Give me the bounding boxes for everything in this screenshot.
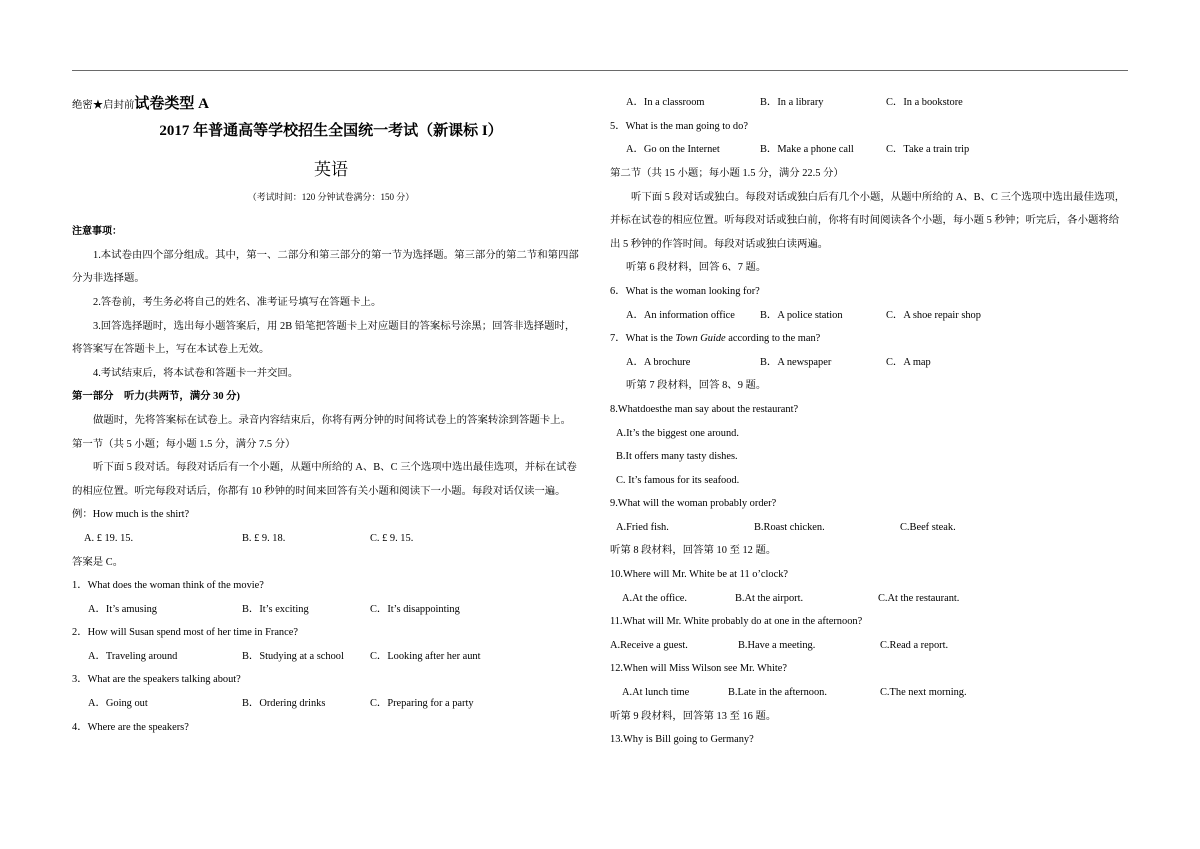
question-stem: 13.Why is Bill going to Germany? — [610, 734, 754, 746]
note-item: 1.本试卷由四个部分组成。其中，第一、二部分和第三部分的第一节为选择题。第三部分的第二节和第四部 — [93, 249, 579, 261]
group-intro: 听第 8 段材料，回答第 10 至 12 题。 — [610, 545, 777, 557]
subject-title: 英语 — [314, 160, 348, 179]
note-item-continued: 将答案写在答题卡上，写在本试卷上无效。 — [72, 344, 270, 356]
question-option: A．Go on the Internet — [626, 144, 720, 156]
section-directions-continued: 并标在试卷的相应位置。听每段对话或独白前，你将有时间阅读各个小题，每小题 5 秒钟；听完后，各小题将给 — [610, 215, 1120, 227]
town-guide-title: Town Guide — [675, 333, 726, 345]
question-stem-text: 7．What is the — [610, 333, 676, 345]
exam-title: 2017 年普通高等学校招生全国统一考试（新课标 I） — [159, 123, 503, 139]
question-option: C.At the restaurant. — [878, 592, 960, 604]
note-item: 3.回答选择题时，选出每小题答案后，用 2B 铅笔把答题卡上对应题目的答案标号涂黑；回答非选择题时， — [93, 320, 576, 332]
question-stem: 1．What does the woman think of the movie? — [72, 580, 264, 592]
question-option: C.Beef steak. — [900, 521, 956, 533]
question-options — [610, 351, 1128, 375]
question-option: B．Studying at a school — [242, 650, 344, 662]
question-options — [610, 587, 1128, 611]
example-option: C. £ 9. 15. — [370, 532, 414, 544]
question-stem: 11.What will Mr. White probably do at one in the afternoon? — [610, 616, 863, 628]
question-option: C．Take a train trip — [886, 144, 970, 156]
example-answer: 答案是 C。 — [72, 556, 124, 568]
question-option: A．It’s amusing — [88, 603, 157, 615]
group-intro: 听第 9 段材料，回答第 13 至 16 题。 — [610, 710, 777, 722]
question-option: A．An information office — [626, 309, 735, 321]
question-stem-text: according to the man? — [725, 333, 821, 345]
question-option: A．In a classroom — [626, 97, 705, 109]
question-option: A．Traveling around — [88, 650, 178, 662]
question-option: B．Ordering drinks — [242, 698, 326, 710]
part-heading: 第一部分 听力(共两节，满分 30 分) — [72, 391, 240, 403]
question-stem: 4．Where are the speakers? — [72, 721, 189, 733]
question-option: B.Have a meeting. — [738, 639, 816, 651]
section-directions-continued: 的相应位置。听完每段对话后，你都有 10 秒钟的时间来回答有关小题和阅读下一小题。每段对话仅读一遍。 — [72, 485, 566, 497]
question-stem — [610, 327, 1128, 351]
section-directions: 听下面 5 段对话。每段对话后有一个小题，从题中所给的 A、B、C 三个选项中选出最佳选项，并标在试卷 — [93, 462, 577, 474]
header-rule — [72, 70, 1128, 71]
question-stem: 9.What will the woman probably order? — [610, 498, 777, 510]
question-options — [72, 692, 590, 716]
question-options — [610, 516, 1128, 540]
question-option: B．It’s exciting — [242, 603, 309, 615]
question-stem: 3．What are the speakers talking about? — [72, 674, 241, 686]
question-option: B.Late in the afternoon. — [728, 687, 827, 699]
confidential-mark: 绝密★启封前 — [72, 100, 135, 111]
paper-header-line — [72, 90, 590, 117]
note-item-continued: 分为非选择题。 — [72, 273, 145, 285]
question-option: C．A shoe repair shop — [886, 309, 981, 321]
left-column — [72, 90, 590, 739]
question-option: C．A map — [886, 356, 931, 368]
question-option: A．A brochure — [626, 356, 691, 368]
right-column — [610, 91, 1128, 752]
group-intro: 听第 6 段材料，回答 6、7 题。 — [626, 262, 767, 274]
question-stem: 6．What is the woman looking for? — [610, 285, 760, 297]
exam-info: （考试时间：120 分钟试卷满分：150 分） — [247, 192, 415, 202]
question-options — [610, 304, 1128, 328]
question-options — [72, 598, 590, 622]
question-option: C.Read a report. — [880, 639, 949, 651]
paper-type: 试卷类型 A — [134, 96, 209, 112]
question-options — [72, 645, 590, 669]
question-option: A.At the office. — [622, 592, 688, 604]
question-option: C．In a bookstore — [886, 97, 963, 109]
question-option: A.Fried fish. — [616, 521, 669, 533]
example-question: 例：How much is the shirt? — [72, 509, 190, 521]
question-option: A.At lunch time — [622, 687, 690, 699]
section-heading: 第二节（共 15 小题；每小题 1.5 分，满分 22.5 分） — [610, 167, 844, 179]
question-option: C．Preparing for a party — [370, 698, 474, 710]
question-stem: 12.When will Miss Wilson see Mr. White? — [610, 663, 787, 675]
question-option: B．In a library — [760, 97, 824, 109]
question-option: A．Going out — [88, 698, 148, 710]
question-option: C. It’s famous for its seafood. — [616, 474, 740, 486]
question-option: B.It offers many tasty dishes. — [616, 451, 738, 463]
question-option: C．It’s disappointing — [370, 603, 460, 615]
section-directions: 听下面 5 段对话或独白。每段对话或独白后有几个小题，从题中所给的 A、B、C 三个选项中选出最佳选项， — [631, 191, 1126, 203]
question-option: B．A newspaper — [760, 356, 832, 368]
question-stem: 8.Whatdoesthe man say about the restaurant? — [610, 403, 799, 415]
section-heading: 第一节（共 5 小题；每小题 1.5 分，满分 7.5 分） — [72, 438, 296, 450]
question-options — [610, 681, 1128, 705]
note-item: 2.答卷前，考生务必将自己的姓名、准考证号填写在答题卡上。 — [93, 296, 382, 308]
question-option: B.At the airport. — [735, 592, 804, 604]
section-directions-continued: 出 5 秒钟的作答时间。每段对话或独白读两遍。 — [610, 238, 829, 250]
question-options — [610, 91, 1128, 115]
question-option: C．Looking after her aunt — [370, 650, 481, 662]
question-option: B．Make a phone call — [760, 144, 854, 156]
example-option: B. £ 9. 18. — [242, 532, 286, 544]
part-instruction: 做题时，先将答案标在试卷上。录音内容结束后，你将有两分钟的时间将试卷上的答案转涂到答题卡上。 — [93, 414, 571, 426]
question-stem: 2．How will Susan spend most of her time in France? — [72, 627, 298, 639]
question-option: A.Receive a guest. — [610, 639, 688, 651]
question-option: A.It’s the biggest one around. — [616, 427, 739, 439]
question-option: C.The next morning. — [880, 687, 967, 699]
question-option: B.Roast chicken. — [754, 521, 825, 533]
example-option: A. £ 19. 15. — [84, 532, 134, 544]
note-item: 4.考试结束后，将本试卷和答题卡一并交回。 — [93, 367, 299, 379]
question-option: B．A police station — [760, 309, 843, 321]
question-stem: 10.Where will Mr. White be at 11 o’clock? — [610, 569, 789, 581]
question-stem: 5．What is the man going to do? — [610, 120, 748, 132]
notes-heading: 注意事项： — [72, 226, 122, 238]
question-options — [610, 138, 1128, 162]
question-options — [610, 634, 1128, 658]
group-intro: 听第 7 段材料，回答 8、9 题。 — [626, 380, 767, 392]
example-options — [72, 527, 590, 551]
